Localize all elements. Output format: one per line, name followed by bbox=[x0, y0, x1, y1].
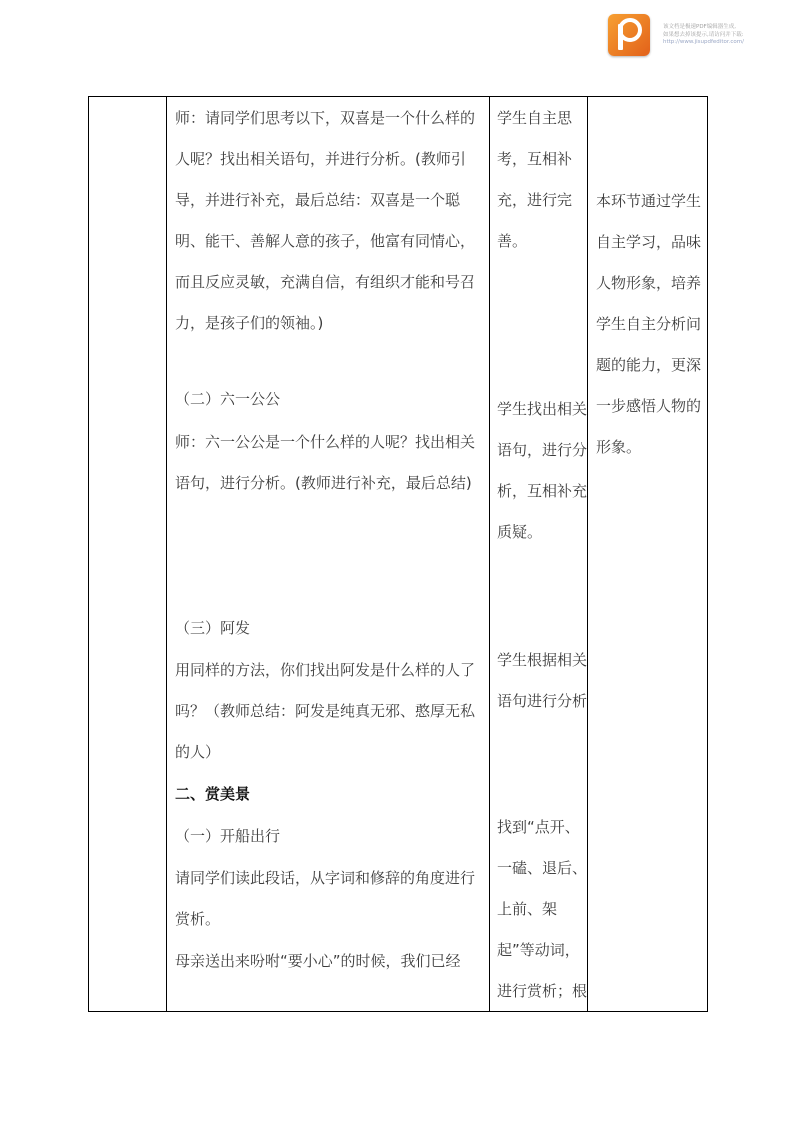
logo-note-url: http://www.jisupdfeditor.com/ bbox=[663, 39, 744, 45]
student-text-3: 学生根据相关语句进行分析 bbox=[497, 651, 588, 710]
teacher-text-3: 用同样的方法，你们找出阿发是什么样的人了吗？（教师总结：阿发是纯真无邪、憨厚无私的人） bbox=[175, 661, 476, 761]
design-intent-cell bbox=[588, 97, 708, 1012]
student-text-4: 找到“点开、一磕、退后、上前、架起”等动词，进行赏析；根 bbox=[497, 818, 588, 1000]
student-text-1: 学生自主思考，互相补充，进行完善。 bbox=[497, 109, 573, 250]
table-row bbox=[89, 97, 708, 1012]
logo-note-line1: 该文档是极速PDF编辑器生成, bbox=[663, 24, 736, 30]
teacher-text-1: 师：请同学们思考以下，双喜是一个什么样的人呢？找出相关语句，并进行分析。(教师引导，并进行补充，最后总结：双喜是一个聪明、能干、善解人意的孩子，他富有同情心，而且反应灵敏，充满自信，有组织才能和号召力，是孩子们的领袖。) bbox=[175, 109, 476, 332]
student-activity-cell bbox=[490, 97, 588, 1012]
teacher-activity-cell bbox=[167, 97, 490, 1012]
teacher-text-2: 师：六一公公是一个什么样的人呢？找出相关语句，进行分析。(教师进行补充，最后总结) bbox=[175, 433, 476, 492]
section-title-shang-mei-jing: 二、赏美景 bbox=[175, 785, 251, 803]
teacher-text-4: 请同学们读此段话，从字词和修辞的角度进行赏析。 bbox=[175, 869, 476, 928]
teacher-subheading-3: （三）阿发 bbox=[175, 619, 251, 637]
pdf-editor-logo bbox=[608, 14, 650, 56]
logo-note-line2: 如果想去掉该提示,请访问并下载: bbox=[663, 31, 744, 38]
lesson-plan-table bbox=[88, 96, 708, 1012]
teacher-text-5: 母亲送出来吩咐“要小心”的时候，我们已经 bbox=[175, 952, 461, 970]
stage-cell bbox=[89, 97, 167, 1012]
logo-p-icon bbox=[608, 14, 650, 56]
logo-watermark-note bbox=[663, 24, 773, 47]
teacher-subheading-4: （一）开船出行 bbox=[175, 827, 281, 845]
design-intent-text: 本环节通过学生自主学习，品味人物形象，培养学生自主分析问题的能力，更深一步感悟人物的形象。 bbox=[596, 192, 702, 456]
teacher-subheading-2: （二）六一公公 bbox=[175, 390, 281, 408]
student-text-2: 学生找出相关语句，进行分析，互相补充质疑。 bbox=[497, 400, 588, 541]
